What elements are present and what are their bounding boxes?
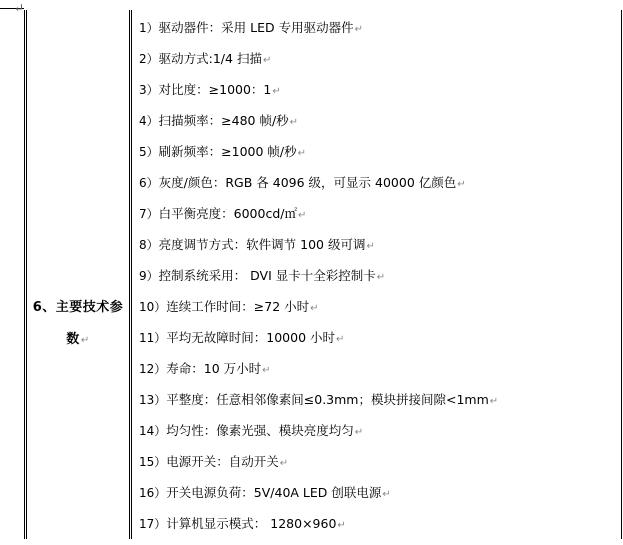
param-index: 4）: [139, 114, 159, 128]
section-title-line-2: [30, 324, 126, 357]
paragraph-mark-icon: ↵: [376, 272, 386, 283]
table-column-divider-inner: [131, 10, 132, 539]
param-text: 平均无故障时间：10000 小时: [166, 330, 336, 345]
paragraph-mark-icon: ↵: [297, 210, 307, 221]
list-item: [139, 49, 619, 80]
paragraph-mark-icon: ↵: [297, 148, 307, 159]
param-index: 17）: [139, 517, 167, 531]
param-text: 计算机显示模式： 1280×960: [166, 516, 337, 531]
param-index: 3）: [139, 83, 159, 97]
table-border-left-outer: [24, 10, 25, 539]
paragraph-mark-icon: ↵: [272, 86, 281, 97]
paragraph-mark-icon: ↵: [489, 396, 499, 407]
param-index: 6）: [139, 176, 159, 190]
section-title-line-2-text: 数: [66, 332, 80, 347]
param-text: 白平衡亮度：6000cd/㎡: [158, 206, 297, 221]
list-item: [139, 297, 619, 328]
list-item: [139, 173, 619, 204]
table-column-divider-outer: [129, 10, 130, 539]
param-text: 开关电源负荷：5V/40A LED 创联电源: [166, 485, 382, 500]
param-text: 寿命：10 万小时: [166, 361, 262, 376]
param-index: 2）: [139, 52, 159, 66]
list-item: [139, 421, 619, 452]
param-index: 13）: [139, 393, 167, 407]
list-item: [139, 359, 619, 390]
paragraph-mark-icon: ↵: [366, 241, 375, 252]
param-index: 10）: [139, 300, 167, 314]
param-text: 电源开关：自动开关: [166, 454, 279, 469]
param-text: 驱动器件：采用 LED 专用驱动器件: [158, 20, 354, 35]
param-text: 平整度：任意相邻像素间≤0.3mm；模块拼接间隙<1mm: [166, 392, 489, 407]
param-index: 8）: [139, 238, 159, 252]
paragraph-mark-icon: ↵: [14, 1, 25, 15]
param-text: 扫描频率：≥480 帧/秒: [158, 113, 289, 128]
param-text: 驱动方式:1/4 扫描: [158, 51, 262, 66]
param-index: 7）: [139, 207, 159, 221]
paragraph-mark-icon: ↵: [336, 334, 345, 345]
list-item: [139, 204, 619, 235]
list-item: [139, 235, 619, 266]
param-text: 灰度/颜色：RGB 各 4096 级，可显示 40000 亿颜色: [158, 175, 457, 190]
list-item: [139, 142, 619, 173]
param-index: 11）: [139, 331, 167, 345]
param-text: 亮度调节方式：软件调节 100 级可调: [158, 237, 366, 252]
list-item: [139, 80, 619, 111]
param-text: 连续工作时间：≥72 小时: [166, 299, 310, 314]
list-item: [139, 483, 619, 514]
top-row-border: [0, 1, 25, 15]
section-header-cell: [27, 10, 129, 539]
param-index: 14）: [139, 424, 167, 438]
section-title: [30, 292, 126, 357]
paragraph-mark-icon: ↵: [289, 117, 299, 128]
table-border-right: [621, 10, 622, 539]
list-item: [139, 328, 619, 359]
param-text: 对比度：≥1000：1: [158, 82, 272, 97]
paragraph-mark-icon: ↵: [310, 303, 319, 314]
paragraph-mark-icon: ↵: [337, 520, 346, 531]
param-text: 均匀性：像素光强、模块亮度均匀: [166, 423, 354, 438]
param-text: 刷新频率：≥1000 帧/秒: [158, 144, 297, 159]
paragraph-mark-icon: ↵: [262, 55, 272, 66]
paragraph-mark-icon: ↵: [262, 365, 271, 376]
section-title-line-1: 6、主要技术参: [32, 300, 124, 315]
paragraph-mark-icon: ↵: [80, 335, 90, 346]
param-index: 9）: [139, 269, 159, 283]
list-item: [139, 514, 619, 545]
param-index: 12）: [139, 362, 167, 376]
param-index: 15）: [139, 455, 167, 469]
list-item: [139, 111, 619, 142]
paragraph-mark-icon: ↵: [279, 458, 289, 469]
param-index: 1）: [139, 21, 159, 35]
param-index: 16）: [139, 486, 167, 500]
list-item: [139, 18, 619, 49]
paragraph-mark-icon: ↵: [354, 427, 364, 438]
technical-parameters-list: [139, 18, 619, 545]
paragraph-mark-icon: ↵: [382, 489, 391, 500]
list-item: [139, 452, 619, 483]
param-index: 5）: [139, 145, 159, 159]
paragraph-mark-icon: ↵: [457, 179, 466, 190]
list-item: [139, 390, 619, 421]
param-text: 控制系统采用： DVI 显卡十全彩控制卡: [158, 268, 376, 283]
list-item: [139, 266, 619, 297]
paragraph-mark-icon: ↵: [354, 24, 363, 35]
